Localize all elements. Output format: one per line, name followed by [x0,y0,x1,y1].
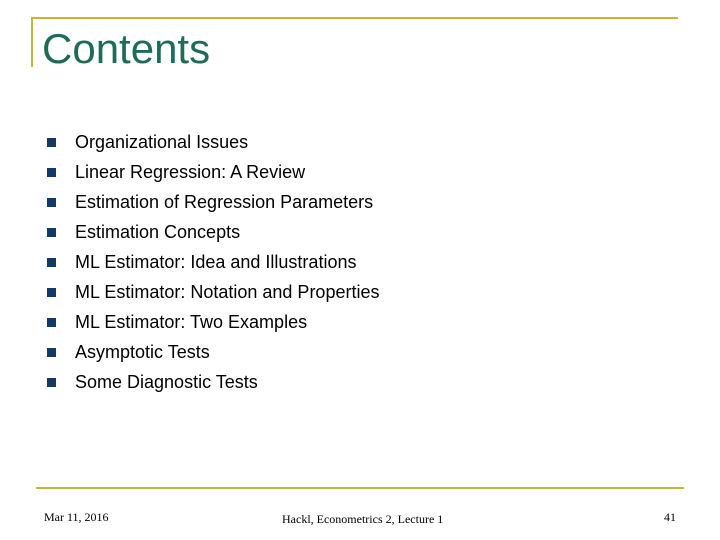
list-item-text: ML Estimator: Two Examples [75,311,308,332]
list-item-text: Estimation of Regression Parameters [75,191,374,212]
list-item [47,127,379,157]
square-bullet-icon [47,348,56,357]
footer-course-label: Hackl, Econometrics 2, Lecture 1 [282,512,444,526]
list-item [47,217,379,247]
list-item [47,277,379,307]
square-bullet-icon [47,138,56,147]
footer-rule [36,487,684,489]
contents-list [47,127,379,397]
square-bullet-icon [47,168,56,177]
footer-date: Mar 11, 2016 [44,510,109,524]
square-bullet-icon [47,228,56,237]
title-frame-left-rule [31,17,33,67]
list-item [47,307,379,337]
square-bullet-icon [47,378,56,387]
list-item [47,187,379,217]
list-item-text: Estimation Concepts [75,221,241,242]
square-bullet-icon [47,258,56,267]
square-bullet-icon [47,318,56,327]
list-item-text: Some Diagnostic Tests [75,371,258,392]
square-bullet-icon [47,288,56,297]
list-item-text: ML Estimator: Notation and Properties [75,281,380,302]
square-bullet-icon [47,198,56,207]
list-item [47,337,379,367]
page-number: 41 [664,510,676,524]
list-item-text: ML Estimator: Idea and Illustrations [75,251,357,272]
title-frame-top-rule [31,17,678,19]
list-item [47,157,379,187]
list-item [47,247,379,277]
list-item-text: Organizational Issues [75,131,249,152]
list-item-text: Asymptotic Tests [75,341,210,362]
list-item [47,367,379,397]
slide-title: Contents [42,25,211,72]
list-item-text: Linear Regression: A Review [75,161,306,182]
